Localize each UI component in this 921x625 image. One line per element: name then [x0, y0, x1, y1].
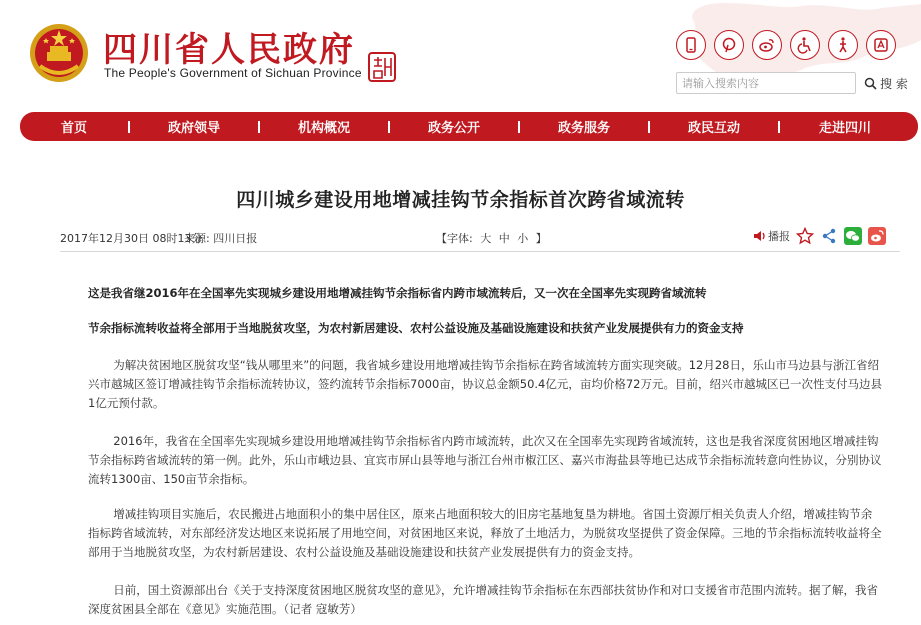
share-icon[interactable]: [820, 227, 838, 245]
speaker-icon: [752, 229, 766, 243]
article-source: 来源: 四川日报: [184, 232, 258, 245]
china-seal-logo: [368, 52, 396, 82]
wechat-icon[interactable]: [844, 227, 862, 245]
broadcast-button[interactable]: [752, 228, 790, 244]
search-icon: [864, 77, 877, 90]
font-size-large[interactable]: 大: [480, 232, 492, 245]
lead-summary-2: 节余指标流转收益将全部用于当地脱贫攻坚，为农村新居建设、农村公益设施及基础设施建设和扶贫产业发展提供有力的资金支持: [88, 321, 744, 335]
accessibility-icon[interactable]: [790, 30, 820, 60]
nav-item-interaction[interactable]: 政民互动: [687, 121, 740, 136]
weibo-icon[interactable]: [752, 30, 782, 60]
article-title: 四川城乡建设用地增减挂钩节余指标首次跨省域流转: [236, 189, 685, 211]
font-size-small[interactable]: 小: [517, 232, 529, 245]
article-paragraph-2: 2016年，我省在全国率先实现城乡建设用地增减挂钩节余指标省内跨市域流转，此次又在全国率先实现跨省域流转，这也是我省深度贫困地区增减挂钩节余指标跨省域流转的第一例。此外，乐山市峨边县、宜宾市屏山县等地与浙江台州市椒江区、嘉兴市海盐县等地已达成节余指标流转意向性协议，分别协议流转1300亩、150亩节余指标。: [88, 434, 882, 486]
meta-divider: [60, 251, 900, 252]
search-button[interactable]: [864, 74, 908, 92]
main-nav: [20, 112, 918, 141]
mobile-icon[interactable]: [676, 30, 706, 60]
nav-item-gov-affairs[interactable]: 政务公开: [427, 121, 480, 136]
weibo-share-icon[interactable]: [868, 227, 886, 245]
article-paragraph-1: 为解决贫困地区脱贫攻坚“钱从哪里来”的问题，我省城乡建设用地增减挂钩节余指标在跨省域流转方面实现突破。12月28日，乐山市马边县与浙江省绍兴市越城区签订增减挂钩节余指标流转协议，签约流转节余指标7000亩，协议总金额50.4亿元，亩均价格72万元。目前，绍兴市越城区已一次性支付马边县1亿元预付款。: [88, 358, 882, 410]
nav-item-about-sichuan[interactable]: 走进四川: [818, 121, 871, 136]
pinterest-icon[interactable]: [714, 30, 744, 60]
font-size-medium[interactable]: 中: [498, 232, 510, 245]
article-paragraph-4: 日前，国土资源部出台《关于支持深度贫困地区脱贫攻坚的意见》，允许增减挂钩节余指标在东西部扶贫协作和对口支援省市范围内流转。据了解，我省深度贫困县全部在《意见》实施范围。（记者 寇敏芳）: [88, 583, 879, 616]
nav-item-services[interactable]: 政务服务: [557, 121, 610, 136]
quick-access-icons: [676, 30, 896, 60]
search-button-label: 搜 索: [880, 76, 908, 91]
national-emblem-icon: [28, 22, 90, 84]
font-size-label-close: 】: [535, 232, 547, 245]
article-meta: [60, 227, 900, 247]
site-header: [0, 0, 921, 108]
article-tools: [752, 227, 886, 245]
nav-item-home[interactable]: 首页: [60, 121, 87, 136]
favorite-star-icon[interactable]: [796, 227, 814, 245]
lead-summary-1: 这是我省继2016年在全国率先实现城乡建设用地增减挂钩节余指标省内跨市域流转后，又一次在全国率先实现跨省域流转: [88, 286, 707, 300]
publish-date: 2017年12月30日 08时13分: [60, 232, 203, 245]
article-paragraph-3: 增减挂钩项目实施后，农民搬进占地面积小的集中居住区，原来占地面积较大的旧房宅基地复垦为耕地。省国土资源厅相关负责人介绍，增减挂钩节余指标跨省域流转，对东部经济发达地区来说拓展了用地空间，对贫困地区来说，释放了土地活力，为脱贫攻坚提供了资金保障。三地的节余指标流转收益将全部用于当地脱贫攻坚，为农村新居建设、农村公益设施及基础设施建设和扶贫产业发展提供有力的资金支持。: [88, 507, 882, 559]
site-subtitle: The People's Government of Sichuan Province: [104, 66, 362, 80]
translate-icon[interactable]: [866, 30, 896, 60]
search-input[interactable]: [676, 72, 856, 94]
search-box: [676, 72, 914, 94]
font-size-switcher: [434, 230, 549, 246]
nav-item-organization[interactable]: 机构概况: [297, 121, 350, 136]
broadcast-label: 播报: [768, 230, 790, 243]
nav-item-leaders[interactable]: 政府领导: [167, 121, 220, 136]
elderly-care-icon[interactable]: [828, 30, 858, 60]
font-size-label: 【字体:: [436, 232, 473, 245]
site-title[interactable]: 四川省人民政府: [103, 30, 355, 70]
